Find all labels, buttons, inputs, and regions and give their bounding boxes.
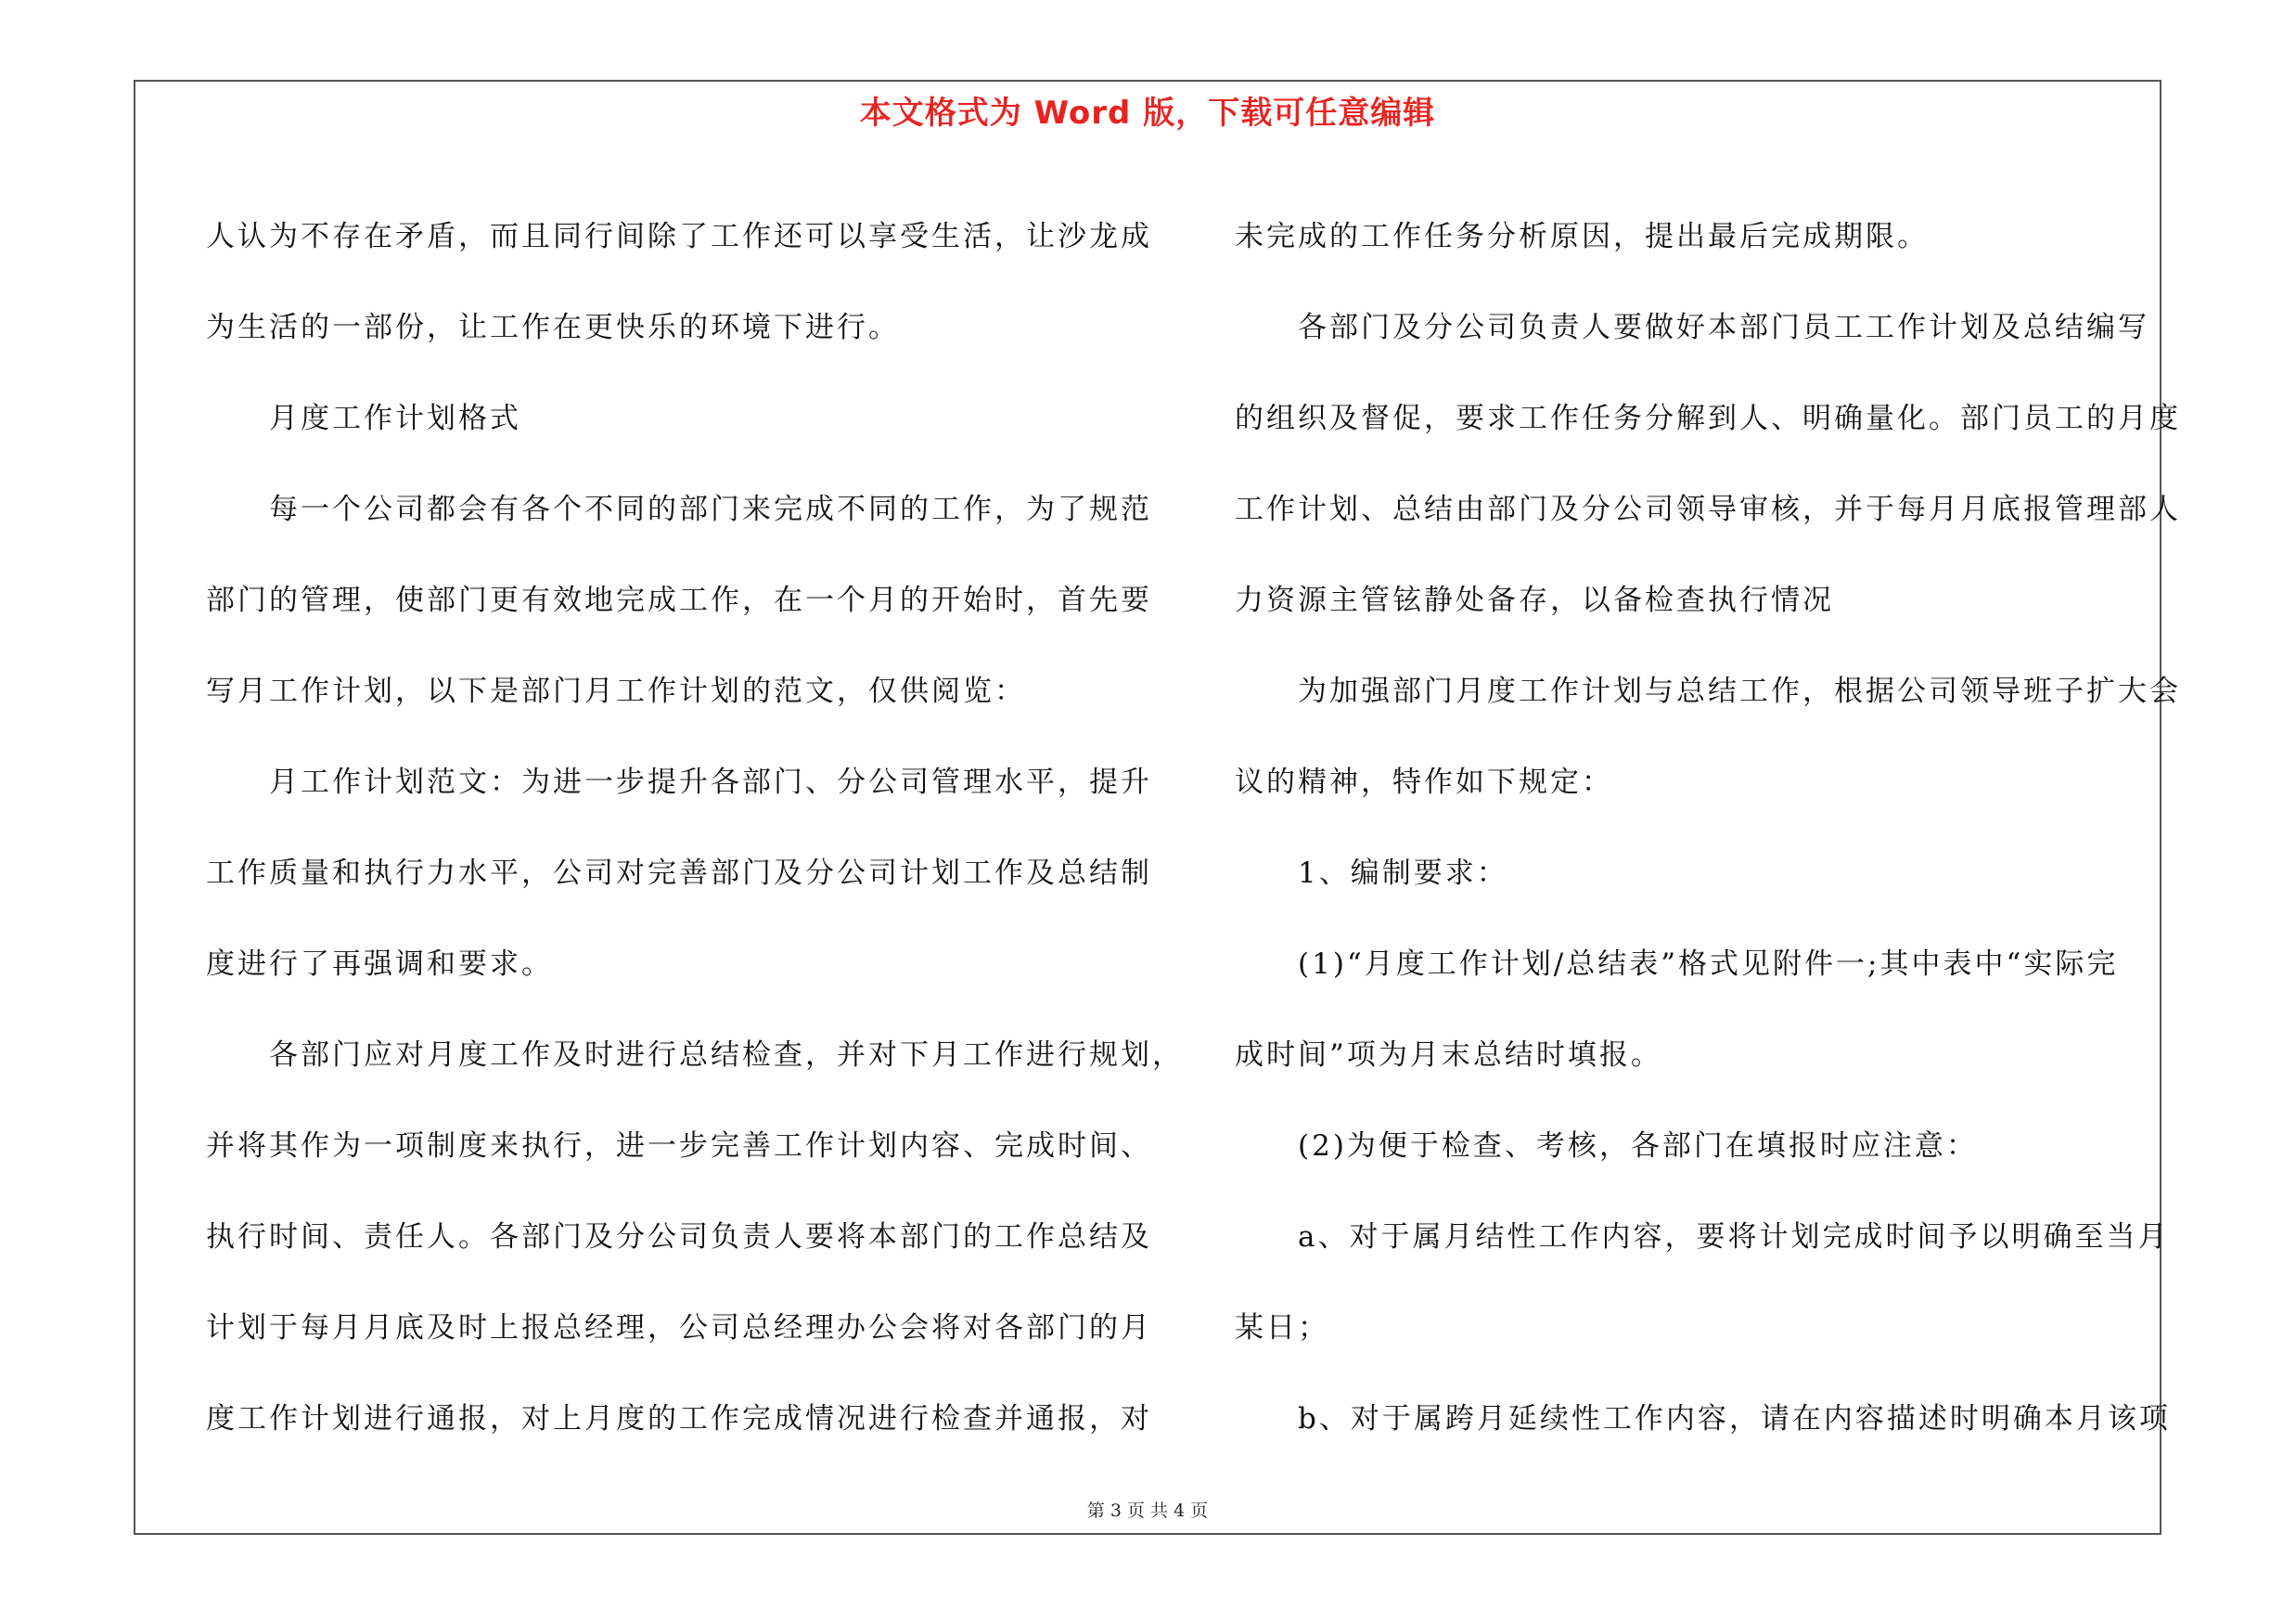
paragraph-line: (2)为便于检查、考核，各部门在填报时应注意： [1298, 1129, 1978, 1163]
document-page [134, 80, 2181, 1535]
paragraph-line: 人认为不存在矛盾，而且同行间除了工作还可以享受生活，让沙龙成 [206, 220, 1152, 253]
paragraph-line: 计划于每月月底及时上报总经理，公司总经理办公会将对各部门的月 [206, 1311, 1152, 1345]
paragraph-line: 未完成的工作任务分析原因，提出最后完成期限。 [1235, 220, 1929, 253]
paragraph-line: 某日； [1235, 1311, 1329, 1345]
paragraph-line: 月工作计划范文：为进一步提升各部门、分公司管理水平，提升 [269, 766, 1152, 799]
paragraph-line: 各部门及分公司负责人要做好本部门员工工作计划及总结编写 [1298, 311, 2149, 344]
paragraph-line: 部门的管理，使部门更有效地完成工作，在一个月的开始时，首先要 [206, 584, 1152, 617]
paragraph-line: 为加强部门月度工作计划与总结工作，根据公司领导班子扩大会 [1298, 675, 2181, 708]
paragraph-line: (1)“月度工作计划/总结表”格式见附件一;其中表中“实际完 [1298, 947, 2119, 981]
paragraph-line: 执行时间、责任人。各部门及分公司负责人要将本部门的工作总结及 [206, 1220, 1152, 1254]
paragraph-line: a、对于属月结性工作内容，要将计划完成时间予以明确至当月 [1298, 1220, 2170, 1254]
paragraph-line: b、对于属跨月延续性工作内容，请在内容描述时明确本月该项 [1298, 1402, 2171, 1436]
paragraph-line: 每一个公司都会有各个不同的部门来完成不同的工作，为了规范 [269, 493, 1152, 526]
list-heading: 1、编制要求： [1298, 857, 1508, 890]
format-notice: 本文格式为 Word 版，下载可任意编辑 [859, 95, 1436, 132]
paragraph-line: 度进行了再强调和要求。 [206, 947, 553, 981]
paragraph-line: 议的精神，特作如下规定： [1235, 766, 1613, 799]
paragraph-line: 并将其作为一项制度来执行，进一步完善工作计划内容、完成时间、 [206, 1129, 1152, 1163]
left-column [206, 191, 1184, 1464]
paragraph-line: 成时间”项为月末总结时填报。 [1235, 1038, 1662, 1072]
paragraph-line: 度工作计划进行通报，对上月度的工作完成情况进行检查并通报，对 [206, 1402, 1152, 1436]
page-number: 第 3 页 共 4 页 [1086, 1501, 1209, 1521]
paragraph-line: 工作质量和执行力水平，公司对完善部门及分公司计划工作及总结制 [206, 857, 1152, 890]
paragraph-line: 力资源主管铉静处备存，以备检查执行情况 [1235, 584, 1834, 617]
paragraph-line: 各部门应对月度工作及时进行总结检查，并对下月工作进行规划， [269, 1038, 1184, 1072]
paragraph-line: 的组织及督促，要求工作任务分解到人、明确量化。部门员工的月度 [1235, 402, 2181, 435]
paragraph-line: 工作计划、总结由部门及分公司领导审核，并于每月月底报管理部人 [1235, 493, 2181, 526]
paragraph-line: 为生活的一部份，让工作在更快乐的环境下进行。 [206, 311, 900, 344]
right-column [1235, 191, 2181, 1464]
paragraph-line: 写月工作计划，以下是部门月工作计划的范文，仅供阅览： [206, 675, 1026, 708]
section-heading: 月度工作计划格式 [269, 402, 521, 435]
